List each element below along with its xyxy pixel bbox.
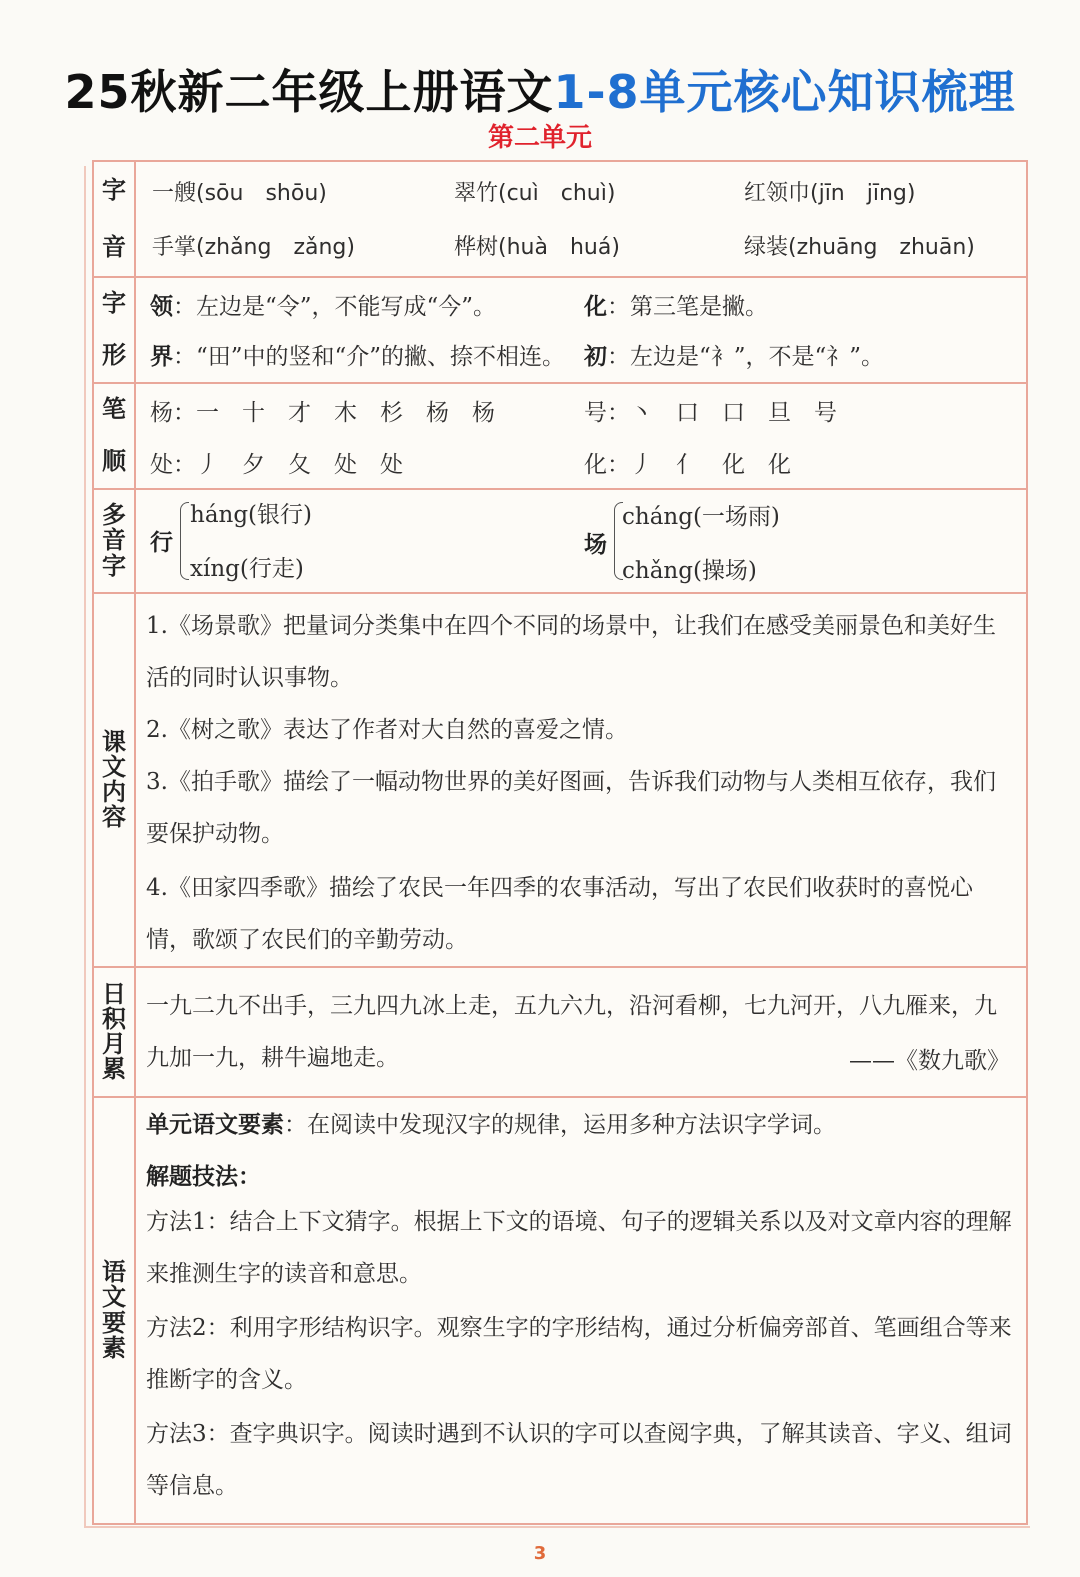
zi-yin-item: 红领巾(jīn jīng) — [744, 181, 916, 206]
zi-xing-item — [584, 338, 884, 371]
zi-yin-item: 桦树(huà huá) — [454, 235, 620, 260]
duo-yin-char: 场 — [584, 532, 607, 558]
duo-yin-reading: xíng(行走) — [190, 556, 304, 582]
ri-ji-source: ——《数九歌》 — [849, 1048, 1010, 1074]
row-label-duo-yin — [94, 490, 136, 592]
zi-xing-item — [150, 288, 496, 321]
row-duo-yin — [94, 490, 1026, 594]
zi-xing-item — [584, 288, 768, 321]
zi-yin-item: 绿装(zhuāng zhuān) — [744, 235, 975, 260]
duo-yin-reading: cháng(一场雨) — [622, 504, 780, 530]
label-char: 容 — [102, 803, 126, 832]
label-char: 要 — [102, 1308, 126, 1337]
ke-wen-item: 3.《拍手歌》描绘了一幅动物世界的美好图画，告诉我们动物与人类相互依存，我们要保护动物。 — [146, 769, 996, 847]
ke-wen-item: 2.《树之歌》表达了作者对大自然的喜爱之情。 — [146, 717, 628, 743]
method-item: 方法3：查字典识字。阅读时遇到不认识的字可以查阅字典，了解其读音、字义、组词等信息。 — [146, 1421, 1012, 1499]
label-char: 顺 — [102, 447, 126, 476]
element-text: ：在阅读中发现汉字的规律，运用多种方法识字学词。 — [284, 1112, 836, 1138]
label-char: 多 — [102, 501, 126, 530]
duo-yin-char: 行 — [150, 530, 173, 556]
row-label-zi-yin — [94, 162, 136, 276]
label-char: 字 — [102, 289, 126, 318]
label-char: 积 — [102, 1004, 126, 1033]
row-yu-wen — [94, 1098, 1026, 1523]
ke-wen-item: 4.《田家四季歌》描绘了农民一年四季的农事活动，写出了农民们收获时的喜悦心情，歌颂了农民们的辛勤劳动。 — [146, 875, 973, 953]
zi-yin-item: 手掌(zhǎng zǎng) — [152, 235, 355, 260]
title-highlight: 1-8单元核心知识梳理 — [553, 65, 1016, 119]
zi-xing-item — [150, 338, 565, 371]
label-char: 音 — [102, 232, 126, 261]
unit-subtitle: 第二单元 — [487, 123, 592, 153]
row-ri-ji — [94, 968, 1026, 1098]
row-label-zi-xing — [94, 278, 136, 382]
label-char: 笔 — [102, 395, 126, 424]
bi-shun-item: 杨：一 十 才 木 杉 杨 杨 — [150, 400, 495, 426]
label-char: 形 — [102, 341, 126, 370]
zi-xing-text: ：第三笔是撇。 — [607, 294, 768, 320]
bi-shun-item: 号：丶 口 口 旦 号 — [584, 400, 837, 426]
duo-yin-reading: chǎng(操场) — [622, 558, 757, 584]
method-item: 方法1：结合上下文猜字。根据上下文的语境、句子的逻辑关系以及对文章内容的理解来推测生字的读音和意思。 — [146, 1209, 1012, 1287]
label-char: 日 — [102, 979, 126, 1008]
row-label-ke-wen — [94, 594, 136, 966]
ri-ji-text: 一九二九不出手，三九四九冰上走，五九六九，沿河看柳，七九河开，八九雁来，九九加一九，耕牛遍地走。 — [146, 993, 997, 1071]
row-ke-wen — [94, 594, 1026, 968]
ke-wen-item: 1.《场景歌》把量词分类集中在四个不同的场景中，让我们在感受美丽景色和美好生活的同时认识事物。 — [146, 613, 996, 691]
zi-xing-char: 界 — [150, 344, 173, 370]
zi-yin-item: 一艘(sōu shōu) — [152, 181, 327, 206]
label-char: 文 — [102, 752, 126, 781]
tips-title: 解题技法： — [146, 1164, 261, 1190]
row-zi-xing — [94, 278, 1026, 384]
zi-yin-item: 翠竹(cuì chuì) — [454, 181, 616, 206]
bi-shun-item: 化：丿 亻 化 化 — [584, 452, 791, 478]
label-char: 语 — [102, 1258, 126, 1287]
label-char: 月 — [102, 1030, 126, 1058]
row-zi-yin — [94, 162, 1026, 278]
element-title: 单元语文要素 — [146, 1112, 284, 1138]
row-label-ri-ji — [94, 968, 136, 1096]
page-title — [0, 56, 1080, 122]
label-char: 素 — [102, 1333, 126, 1362]
zi-xing-text: ：左边是“衤”，不是“礻”。 — [607, 344, 885, 370]
duo-yin-reading: háng(银行) — [190, 502, 313, 528]
label-char: 内 — [102, 778, 126, 806]
row-label-bi-shun — [94, 384, 136, 488]
brace-icon — [180, 502, 189, 580]
zi-xing-char: 化 — [584, 294, 607, 320]
page-number: 3 — [533, 1543, 547, 1564]
zi-xing-text: ：左边是“令”，不能写成“今”。 — [173, 294, 497, 320]
row-label-yu-wen — [94, 1098, 136, 1523]
label-char: 字 — [102, 551, 126, 580]
label-char: 文 — [102, 1283, 126, 1312]
row-bi-shun — [94, 384, 1026, 490]
method-item: 方法2：利用字形结构识字。观察生字的字形结构，通过分析偏旁部首、笔画组合等来推断字的含义。 — [146, 1315, 1012, 1393]
yu-wen-element — [146, 1106, 836, 1139]
label-char: 音 — [102, 526, 126, 555]
knowledge-table — [92, 160, 1028, 1525]
label-char: 累 — [102, 1055, 126, 1084]
label-char: 字 — [102, 175, 126, 204]
title-main: 25秋新二年级上册语文 — [64, 65, 554, 119]
bi-shun-item: 处：丿 夕 夂 处 处 — [150, 452, 403, 478]
label-char: 课 — [102, 727, 126, 756]
zi-xing-char: 初 — [584, 344, 607, 370]
zi-xing-char: 领 — [150, 294, 173, 320]
zi-xing-text: ：“田”中的竖和“介”的撇、捺不相连。 — [173, 344, 566, 370]
